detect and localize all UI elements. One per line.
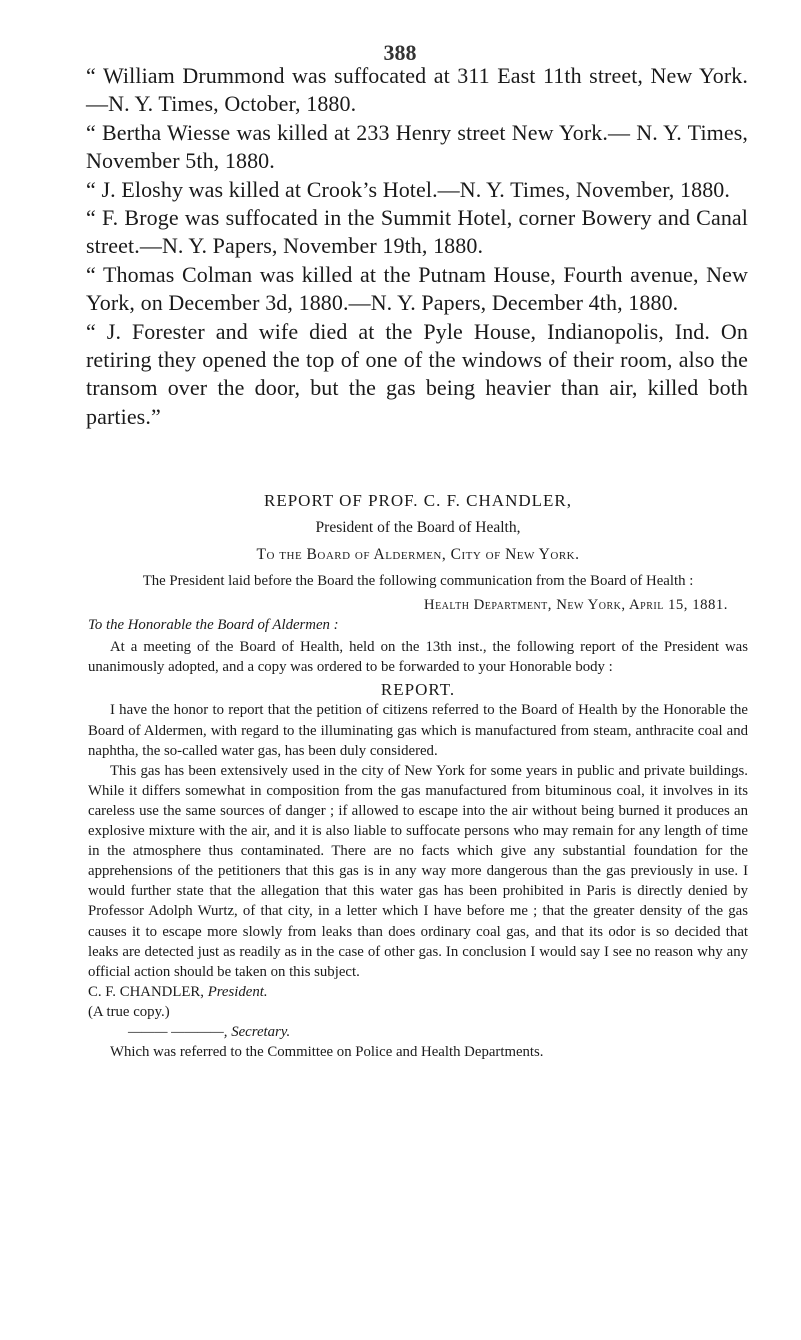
report-subheading: President of the Board of Health, (315, 519, 521, 536)
report-section (88, 478, 748, 1062)
quote-paragraph: “ J. Forester and wife died at the Pyle House, Indianopolis, Ind. On retiring they opened the top of one of the windows of their room, also the transom over the door, but the gas being heavier than air, killed both parties.” (86, 318, 748, 429)
quote-paragraph: “ William Drummond was suffocated at 311 East 11th street, New York.—N. Y. Times, October, 1880. (86, 63, 748, 117)
report-preamble: At a meeting of the Board of Health, held on the 13th inst., the following report of the President was unanimously adopted, and a copy was ordered to be forwarded to your Honorable body : (88, 639, 748, 676)
report-addressee: To the Board of Aldermen, City of New York. (256, 546, 580, 563)
report-signature (88, 982, 748, 1002)
signature-name: C. F. CHANDLER, (88, 983, 204, 1000)
page-number: 388 (383, 40, 417, 65)
quote-paragraph: “ Bertha Wiesse was killed at 233 Henry street New York.— N. Y. Times, November 5th, 1880. (86, 119, 748, 174)
report-paragraph: I have the honor to report that the petition of citizens referred to the Board of Health by the Honorable the Board of Aldermen, with regard to the illuminating gas which is manufactured from steam, anthracite coal and naphtha, the so-called water gas, has been duly considered. (88, 702, 748, 759)
report-dateline: Health Department, New York, April 15, 1881. (423, 597, 728, 614)
newspaper-quotes (86, 62, 748, 431)
secretary-line: ——— ————, Secretary. (128, 1023, 291, 1040)
quote-paragraph: “ F. Broge was suffocated in the Summit Hotel, corner Bowery and Canal street.—N. Y. Papers, November 19th, 1880. (86, 205, 748, 259)
quote-paragraph: “ J. Eloshy was killed at Crook’s Hotel.—N. Y. Times, November, 1880. (86, 176, 730, 202)
report-heading: REPORT OF PROF. C. F. CHANDLER, (264, 491, 572, 510)
report-title: REPORT. (380, 680, 456, 700)
report-salutation: To the Honorable the Board of Aldermen : (88, 617, 339, 634)
true-copy-note: (A true copy.) (88, 1003, 170, 1020)
report-paragraph: This gas has been extensively used in the city of New York for some years in public and private buildings. While it differs somewhat in composition from the gas manufactured from bituminous coal, it involves in its careless use the same sources of danger ; if allowed to escape into the air without being burned it produces an explosive mixture with the air, and it is also liable to suffocate persons who may remain for any length of time in the atmosphere thus contaminated. There are no facts which give any substantial foundation for the apprehensions of the petitioners that this gas is in any way more dangerous than the gas previously in use. I would further state that the allegation that this water gas has been prohibited in Paris is directly denied by Professor Adolph Wurtz, of that city, in a letter which I have before me ; that the greater density of the gas causes it to escape more slowly from leaks than does ordinary coal gas, and that its odor is so decided that leaks are detected just as readily as in the case of other gas. In conclusion I would say I see no reason why any official action should be taken on this subject. (88, 762, 748, 980)
referral-note: Which was referred to the Committee on Police and Health Departments. (110, 1044, 544, 1061)
signature-title: President. (207, 983, 268, 1000)
quote-paragraph: “ Thomas Colman was killed at the Putnam House, Fourth avenue, New York, on December 3d, 1880.—N. Y. Papers, December 4th, 1880. (86, 261, 748, 316)
report-intro: The President laid before the Board the following communication from the Board of Health : (142, 573, 694, 589)
